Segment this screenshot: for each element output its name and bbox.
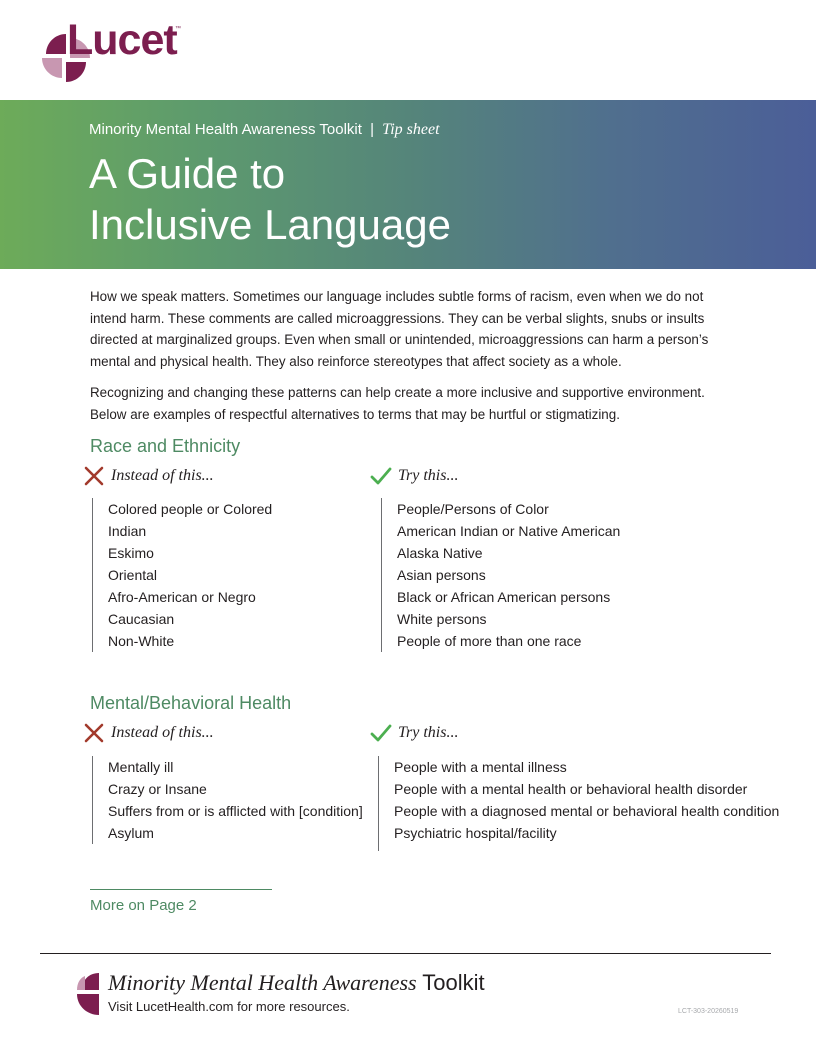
lucet-logo [42,16,202,84]
instead-list-mental [92,756,363,844]
section-title-race-ethnicity: Race and Ethnicity [90,436,241,456]
instead-header-race [83,465,214,487]
list-item: Eskimo [108,545,154,561]
footer-divider [40,953,771,954]
intro-text [90,286,730,436]
list-item: People/Persons of Color [397,501,549,517]
section-title-mental-health: Mental/Behavioral Health [90,693,292,713]
try-header-mental [370,722,458,744]
footer-website-note: Visit LucetHealth.com for more resources. [108,999,350,1014]
document-type: Tip sheet [382,121,440,138]
more-on-next-page: More on Page 2 [90,897,197,914]
intro-paragraph-1: How we speak matters. Sometimes our language includes subtle forms of racism, even when we do not intend harm. These comments are called microaggressions. They can be verbal slights, snubs or insults directed at marginalized groups. Even when small or unintended, microaggressions can harm a person’s mental and physical health. They also reinforce stereotypes that affect society as a whole. [90,289,709,369]
instead-label: Instead of this... [111,467,214,484]
try-header-race [370,465,458,487]
instead-label: Instead of this... [111,724,214,741]
instead-header-mental [83,722,214,744]
list-item: People with a mental health or behavioral health disorder [394,781,748,797]
intro-paragraph-2: Recognizing and changing these patterns can help create a more inclusive and supportive environment. Below are examples of respectful alternatives to terms that may be hurtful or stigmatizing. [90,385,705,422]
list-item: Alaska Native [397,545,483,561]
list-item: Black or African American persons [397,589,611,605]
try-label: Try this... [398,724,459,741]
list-item: Asian persons [397,567,486,583]
list-item: People with a diagnosed mental or behavioral health condition [394,803,780,819]
list-item: White persons [397,611,487,627]
footer-toolkit-title [108,970,485,996]
title-line-1: A Guide to [89,150,286,197]
check-mark-icon [370,465,392,487]
toolkit-name: Minority Mental Health Awareness Toolkit [89,121,362,138]
x-mark-icon [83,722,105,744]
footer-title-serif: Minority Mental Health Awareness [108,970,417,995]
check-mark-icon [370,722,392,744]
banner-kicker [89,121,440,139]
lucet-logo-mark-icon [77,973,99,1015]
list-item: Non-White [108,633,175,649]
try-list-mental [378,756,779,851]
document-code: LCT-303-20260519 [678,1008,739,1015]
list-item: Psychiatric hospital/facility [394,825,557,841]
list-item: People with a mental illness [394,759,567,775]
x-mark-icon [83,465,105,487]
list-item: Colored people or Colored [108,501,273,517]
list-item: Asylum [108,825,154,841]
logo-wordmark: Lucet [67,16,177,64]
footer-title-sans: Toolkit [416,970,485,995]
instead-list-race [92,498,272,652]
list-item: Crazy or Insane [108,781,207,797]
header-banner [0,100,816,269]
list-item: American Indian or Native American [397,523,621,539]
try-label: Try this... [398,467,459,484]
list-item: Mentally ill [108,759,174,775]
page-title [89,148,451,250]
list-item: Suffers from or is afflicted with [condition] [108,803,363,819]
title-line-2: Inclusive Language [89,201,451,248]
logo-trademark: ™ [175,26,181,32]
try-list-race [381,498,620,652]
more-divider [90,889,272,890]
list-item: People of more than one race [397,633,582,649]
list-item: Oriental [108,567,158,583]
list-item: Caucasian [108,611,175,627]
kicker-separator: | [370,121,374,138]
list-item: Afro-American or Negro [108,589,256,605]
list-item: Indian [108,523,147,539]
